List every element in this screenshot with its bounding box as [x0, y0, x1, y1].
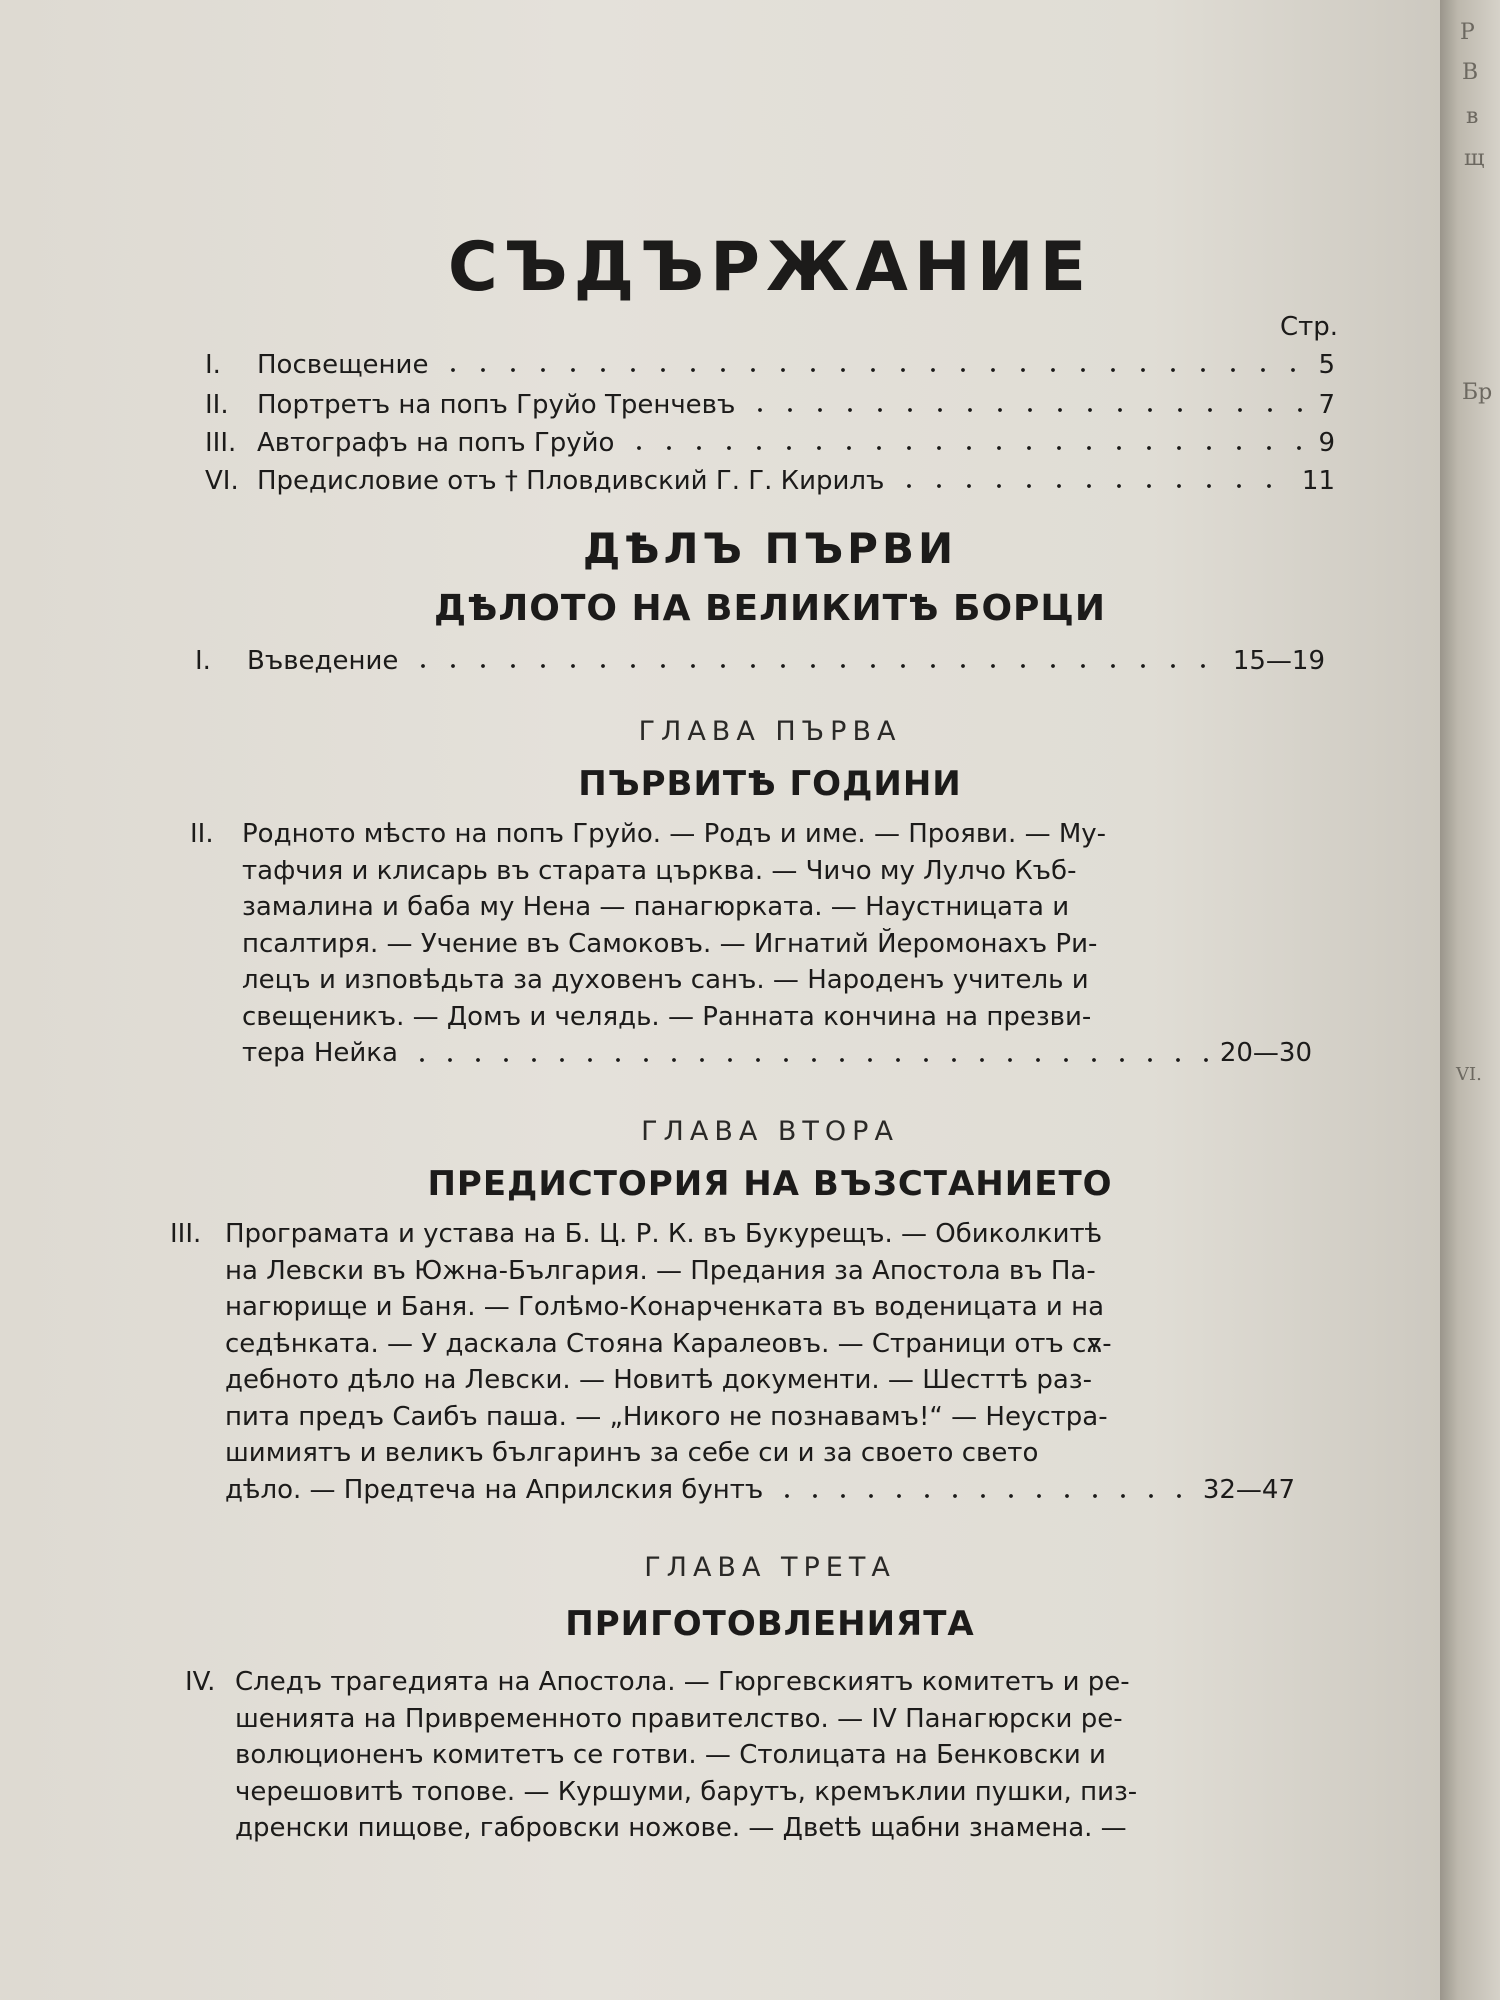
- entry-line: Следъ трагедията на Апостола. — Гюргевскиятъ комитетъ и ре-: [235, 1667, 1130, 1697]
- part-title: ДѢЛЪ ПЪРВИ: [582, 524, 958, 573]
- entry-line: свещеникъ. — Домъ и челядь. — Ранната кончина на презви-: [242, 1001, 1092, 1032]
- entry-line: псалтиря. — Учение въ Самоковъ. — Игнатий Йеромонахъ Ри-: [242, 928, 1098, 959]
- part-subtitle: ДѢЛОТО НА ВЕЛИКИТѢ БОРЦИ: [434, 588, 1106, 629]
- entry-line: тафчия и клисарь въ старата църква. — Чичо му Лулчо Къб-: [242, 855, 1077, 886]
- toc-row-page: 5: [1318, 350, 1335, 380]
- toc-row-num: II.: [205, 390, 229, 420]
- leader-dots: [438, 366, 1304, 374]
- leader-dots: [745, 406, 1304, 414]
- entry-line: волюционенъ комитетъ се готви. — Столицата на Бенковски и: [235, 1740, 1106, 1770]
- leader-dots: [894, 482, 1288, 490]
- chapter-title: ПРЕДИСТОРИЯ НА ВЪЗСТАНИЕТО: [427, 1164, 1113, 1204]
- leader-dots: [624, 444, 1304, 452]
- toc-row-text: Предисловие отъ † Пловдивский Г. Г. Кирилъ: [257, 466, 885, 496]
- chapter-label: ГЛАВА ТРЕТА: [644, 1552, 896, 1583]
- toc-row-text: Портретъ на попъ Груйо Тренчевъ: [257, 390, 736, 420]
- toc-row-text: Автографъ на попъ Груйо: [257, 428, 615, 458]
- chapter-title: ПЪРВИТѢ ГОДИНИ: [578, 764, 962, 804]
- entry-line: седѣнката. — У даскала Стояна Каралеовъ. — Страници отъ сѫ-: [225, 1328, 1112, 1359]
- toc-row: [205, 390, 1335, 420]
- entry-line: черешовитѣ топове. — Куршуми, барутъ, кремъклии пушки, пиз-: [235, 1776, 1138, 1807]
- toc-row-page: 11: [1301, 466, 1335, 496]
- entry-num: IV.: [185, 1667, 216, 1697]
- entry-num: III.: [170, 1219, 202, 1249]
- entry-line: на Левски въ Южна-България. — Предания за Апостола въ Па-: [225, 1255, 1096, 1286]
- chapter-entry: [170, 1216, 1295, 1508]
- edge-fragment: Бр: [1462, 380, 1493, 405]
- entry-page: 20—30: [1219, 1038, 1312, 1068]
- edge-fragment: в: [1466, 104, 1479, 129]
- entry-line: Програмата и устава на Б. Ц. Р. К. въ Букурещъ. — Обиколкитѣ: [225, 1219, 1103, 1249]
- toc-row: [205, 350, 1335, 380]
- chapter-label: ГЛАВА ВТОРА: [641, 1116, 899, 1147]
- leader-dots: [773, 1492, 1193, 1500]
- toc-row-text: Посвещение: [257, 350, 429, 380]
- toc-row-page: 15—19: [1232, 646, 1325, 676]
- entry-line: шимиятъ и великъ българинъ за себе си и за своето свето: [225, 1438, 1039, 1468]
- toc-row-text: Въведение: [247, 646, 399, 676]
- entry-line: дренски пищове, габровски ножове. — Двetѣ щабни знамена. —: [235, 1813, 1127, 1843]
- entry-line: замалина и баба му Нена — панагюрката. — Наустницата и: [242, 892, 1070, 922]
- entry-line: Родното мѣсто на попъ Груйо. — Родъ и име. — Прояви. — Му-: [242, 819, 1107, 849]
- edge-fragment: Р: [1460, 20, 1475, 45]
- toc-row-num: I.: [195, 646, 211, 676]
- entry-line: тера Нейка: [242, 1038, 398, 1068]
- chapter-title: ПРИГОТОВЛЕНИЯТА: [565, 1604, 975, 1644]
- chapter-entry: [185, 1664, 1210, 1847]
- chapter-entry: [190, 816, 1312, 1072]
- toc-row-page: 9: [1318, 428, 1335, 458]
- page-column-label: Стр.: [1280, 312, 1339, 342]
- leader-dots: [408, 662, 1218, 670]
- entry-num: II.: [190, 819, 214, 849]
- entry-line: нагюрище и Баня. — Голѣмо-Конарченката въ воденицата и на: [225, 1292, 1105, 1322]
- toc-row: [205, 428, 1335, 458]
- toc-row-page: 7: [1318, 390, 1335, 420]
- toc-row: [195, 646, 1325, 676]
- entry-line: пита предъ Саибъ паша. — „Никого не познавамъ!“ — Неустра-: [225, 1401, 1108, 1432]
- entry-line: дебното дѣло на Левски. — Новитѣ документи. — Шесттѣ раз-: [225, 1365, 1092, 1395]
- edge-fragment: В: [1462, 60, 1479, 85]
- entry-line: шенията на Привременното правителство. — IV Панагюрски ре-: [235, 1703, 1123, 1734]
- entry-line: дѣло. — Предтеча на Априлския бунтъ: [225, 1474, 764, 1505]
- edge-fragment: VI.: [1456, 1064, 1482, 1085]
- entry-last-line: [242, 1035, 1312, 1072]
- toc-row-num: VI.: [205, 466, 239, 496]
- toc-row-num: I.: [205, 350, 221, 380]
- entry-last-line: [225, 1472, 1295, 1509]
- toc-row: [205, 466, 1335, 496]
- edge-fragment: щ: [1464, 146, 1485, 171]
- entry-line: лецъ и изповѣдьта за духовенъ санъ. — Народенъ учитель и: [242, 965, 1089, 995]
- entry-page: 32—47: [1202, 1474, 1295, 1505]
- page-title: СЪДЪРЖАНИЕ: [447, 228, 1093, 307]
- chapter-label: ГЛАВА ПЪРВА: [638, 716, 902, 747]
- leader-dots: [408, 1056, 1210, 1064]
- toc-row-num: III.: [205, 428, 237, 458]
